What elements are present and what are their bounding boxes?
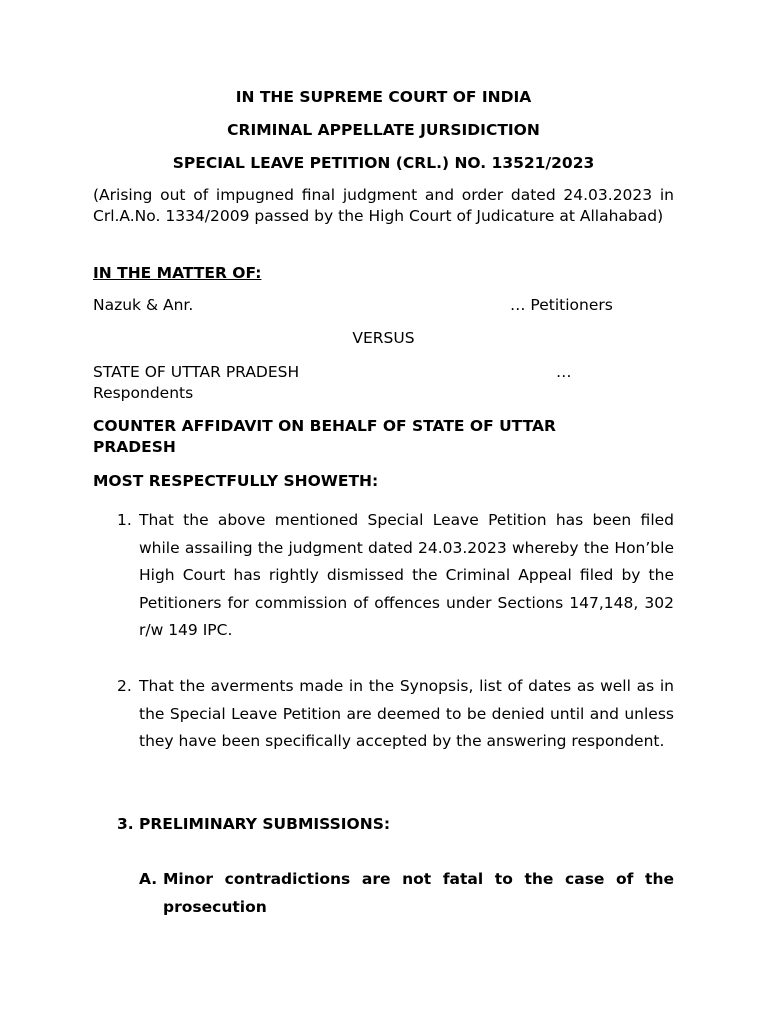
paragraph-number: 1. — [117, 511, 132, 529]
jurisdiction-title: CRIMINAL APPELLATE JURSIDICTION — [227, 121, 540, 139]
document-page — [93, 0, 674, 1024]
affidavit-title: COUNTER AFFIDAVIT ON BEHALF OF STATE OF UTTAR PRADESH — [93, 417, 556, 456]
showeth-heading: MOST RESPECTFULLY SHOWETH: — [93, 472, 379, 490]
arising-note: (Arising out of impugned final judgment and order dated 24.03.2023 in Crl.A.No. 1334/2009 passed by the High Court of Judicature at Allahabad) — [93, 186, 674, 225]
paragraph-number: 3. — [117, 815, 134, 833]
petition-number: SPECIAL LEAVE PETITION (CRL.) NO. 13521/2023 — [172, 154, 595, 172]
versus-label: VERSUS — [352, 329, 415, 347]
matter-heading: IN THE MATTER OF: — [93, 264, 262, 282]
respondent-dots: … — [556, 363, 572, 381]
sub-heading: Minor contradictions are not fatal to the case of the prosecution — [163, 870, 674, 916]
court-title: IN THE SUPREME COURT OF INDIA — [235, 88, 532, 106]
petitioner-name: Nazuk & Anr. — [93, 296, 194, 314]
respondent-name: STATE OF UTTAR PRADESH — [93, 363, 300, 381]
paragraph-text: That the averments made in the Synopsis, list of dates as well as in the Special Leave Petition are deemed to be denied until and unless they have been specifically accepted by the answering respondent. — [139, 677, 674, 750]
paragraph-number: 2. — [117, 677, 132, 695]
respondent-role: Respondents — [93, 384, 194, 402]
petitioner-role: … Petitioners — [510, 296, 613, 314]
paragraph-text: That the above mentioned Special Leave Petition has been filed while assailing the judgment dated 24.03.2023 whereby the Hon’ble High Court has rightly dismissed the Criminal Appeal filed by the Petitioners for commission of offences under Sections 147,148, 302 r/w 149 IPC. — [139, 511, 674, 639]
sub-paragraph-letter: A. — [139, 870, 158, 888]
section-heading: PRELIMINARY SUBMISSIONS: — [139, 815, 391, 833]
